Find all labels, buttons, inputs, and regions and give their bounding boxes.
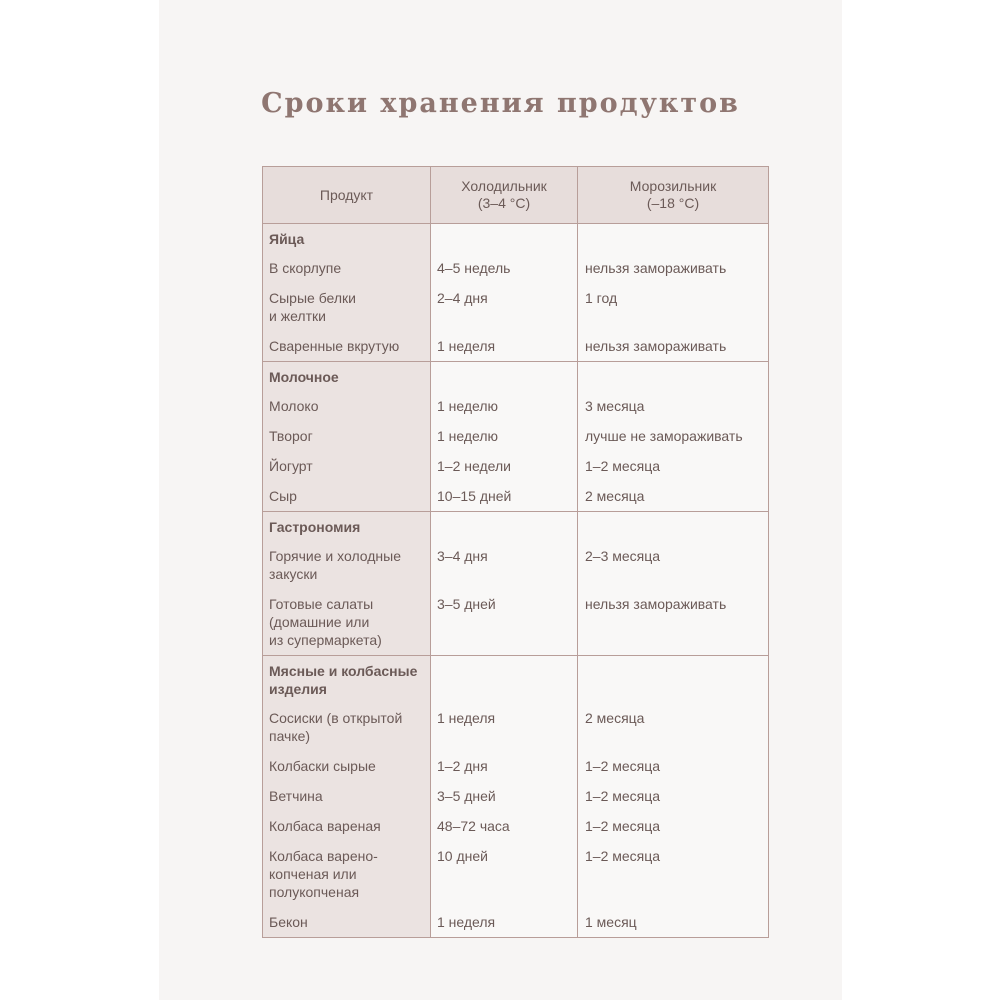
freezer-cell <box>578 282 769 330</box>
group-name: Гастрономия <box>269 519 361 535</box>
group-row <box>263 362 769 391</box>
product-cell <box>263 780 431 810</box>
table-row <box>263 282 769 330</box>
product-cell <box>263 702 431 750</box>
fridge-cell <box>431 330 578 362</box>
product-cell <box>263 750 431 780</box>
product-name: Сосиски (в открытой пачке) <box>269 710 403 744</box>
product-name: Сырые белки и желтки <box>269 290 356 324</box>
fridge-cell <box>431 906 578 938</box>
product-name: Молоко <box>269 398 319 414</box>
table-row <box>263 390 769 420</box>
page-title: Сроки хранения продуктов <box>261 88 740 119</box>
freezer-cell <box>578 480 769 512</box>
product-cell <box>263 420 431 450</box>
fridge-cell <box>431 282 578 330</box>
fridge-value: 2–4 дня <box>437 290 488 306</box>
product-cell <box>263 540 431 588</box>
table-row <box>263 540 769 588</box>
product-name: Горячие и холодные закуски <box>269 548 402 582</box>
header-product: Продукт <box>263 167 431 224</box>
fridge-cell <box>431 810 578 840</box>
fridge-cell <box>431 702 578 750</box>
product-cell <box>263 588 431 656</box>
group-row <box>263 656 769 703</box>
fridge-value: 48–72 часа <box>437 818 510 834</box>
table-row <box>263 252 769 282</box>
storage-table <box>262 166 769 938</box>
table-group <box>263 362 769 512</box>
table-row <box>263 780 769 810</box>
group-name: Молочное <box>269 369 339 385</box>
product-cell <box>263 840 431 906</box>
group-name-cell <box>263 362 431 391</box>
product-cell <box>263 810 431 840</box>
table-row <box>263 906 769 938</box>
group-name-cell <box>263 512 431 541</box>
product-name: Ветчина <box>269 788 323 804</box>
fridge-value: 1 неделя <box>437 338 496 354</box>
group-name-cell <box>263 656 431 703</box>
fridge-value: 1 неделю <box>437 398 499 414</box>
fridge-value: 1 неделю <box>437 428 499 444</box>
fridge-value: 3–4 дня <box>437 548 488 564</box>
table-header-row <box>263 167 769 224</box>
table-row <box>263 450 769 480</box>
freezer-cell <box>578 840 769 906</box>
fridge-cell <box>431 750 578 780</box>
freezer-value: нельзя замораживать <box>585 338 727 354</box>
table-row <box>263 702 769 750</box>
table-row <box>263 330 769 362</box>
table-group <box>263 656 769 938</box>
product-name: Творог <box>269 428 313 444</box>
freezer-cell <box>578 252 769 282</box>
table-row <box>263 480 769 512</box>
freezer-value: 1–2 месяца <box>585 758 661 774</box>
freezer-cell <box>578 906 769 938</box>
freezer-cell <box>578 540 769 588</box>
header-fridge: Холодильник (3–4 °С) <box>431 167 578 224</box>
product-cell <box>263 282 431 330</box>
table-row <box>263 420 769 450</box>
freezer-value: 2–3 месяца <box>585 548 661 564</box>
product-cell <box>263 450 431 480</box>
product-name: Бекон <box>269 914 308 930</box>
fridge-cell <box>431 480 578 512</box>
product-name: Сыр <box>269 488 297 504</box>
fridge-cell <box>431 450 578 480</box>
freezer-cell <box>578 390 769 420</box>
fridge-cell <box>431 390 578 420</box>
fridge-value: 10 дней <box>437 848 488 864</box>
product-name: Колбаса вареная <box>269 818 381 834</box>
freezer-value: 2 месяца <box>585 710 645 726</box>
table-row <box>263 840 769 906</box>
fridge-cell <box>431 588 578 656</box>
document-page <box>159 0 842 1000</box>
freezer-cell <box>578 450 769 480</box>
product-cell <box>263 480 431 512</box>
fridge-cell <box>431 420 578 450</box>
freezer-cell <box>578 588 769 656</box>
fridge-value: 3–5 дней <box>437 788 496 804</box>
freezer-cell <box>578 780 769 810</box>
product-name: Йогурт <box>269 458 313 474</box>
freezer-value: нельзя замораживать <box>585 260 727 276</box>
freezer-value: 2 месяца <box>585 488 645 504</box>
freezer-value: 1–2 месяца <box>585 788 661 804</box>
fridge-value: 1–2 дня <box>437 758 488 774</box>
freezer-cell <box>578 420 769 450</box>
product-name: В скорлупе <box>269 260 342 276</box>
freezer-cell <box>578 810 769 840</box>
group-row <box>263 512 769 541</box>
table-row <box>263 750 769 780</box>
table-group <box>263 512 769 656</box>
fridge-value: 1 неделя <box>437 914 496 930</box>
freezer-value: 1 год <box>585 290 618 306</box>
freezer-cell <box>578 330 769 362</box>
freezer-value: лучше не замораживать <box>585 428 743 444</box>
fridge-cell <box>431 540 578 588</box>
table-row <box>263 588 769 656</box>
group-name: Яйца <box>269 231 305 247</box>
product-cell <box>263 390 431 420</box>
product-cell <box>263 252 431 282</box>
fridge-value: 1–2 недели <box>437 458 511 474</box>
product-name: Колбаса варено- копченая или полукопченая <box>269 848 378 900</box>
freezer-value: 3 месяца <box>585 398 645 414</box>
freezer-value: 1–2 месяца <box>585 818 661 834</box>
freezer-value: нельзя замораживать <box>585 596 727 612</box>
table-row <box>263 810 769 840</box>
product-name: Готовые салаты (домашние или из супермаркета) <box>269 596 382 648</box>
header-freezer: Морозильник (–18 °С) <box>578 167 769 224</box>
group-name-cell <box>263 224 431 253</box>
freezer-value: 1–2 месяца <box>585 848 661 864</box>
freezer-value: 1 месяц <box>585 914 637 930</box>
fridge-cell <box>431 840 578 906</box>
fridge-cell <box>431 252 578 282</box>
table-group <box>263 224 769 362</box>
freezer-value: 1–2 месяца <box>585 458 661 474</box>
product-cell <box>263 906 431 938</box>
product-name: Сваренные вкрутую <box>269 338 400 354</box>
freezer-cell <box>578 750 769 780</box>
fridge-value: 1 неделя <box>437 710 496 726</box>
fridge-value: 3–5 дней <box>437 596 496 612</box>
freezer-cell <box>578 702 769 750</box>
fridge-cell <box>431 780 578 810</box>
group-row <box>263 224 769 253</box>
fridge-value: 4–5 недель <box>437 260 511 276</box>
fridge-value: 10–15 дней <box>437 488 512 504</box>
product-cell <box>263 330 431 362</box>
group-name: Мясные и колбасные изделия <box>269 663 418 697</box>
product-name: Колбаски сырые <box>269 758 376 774</box>
